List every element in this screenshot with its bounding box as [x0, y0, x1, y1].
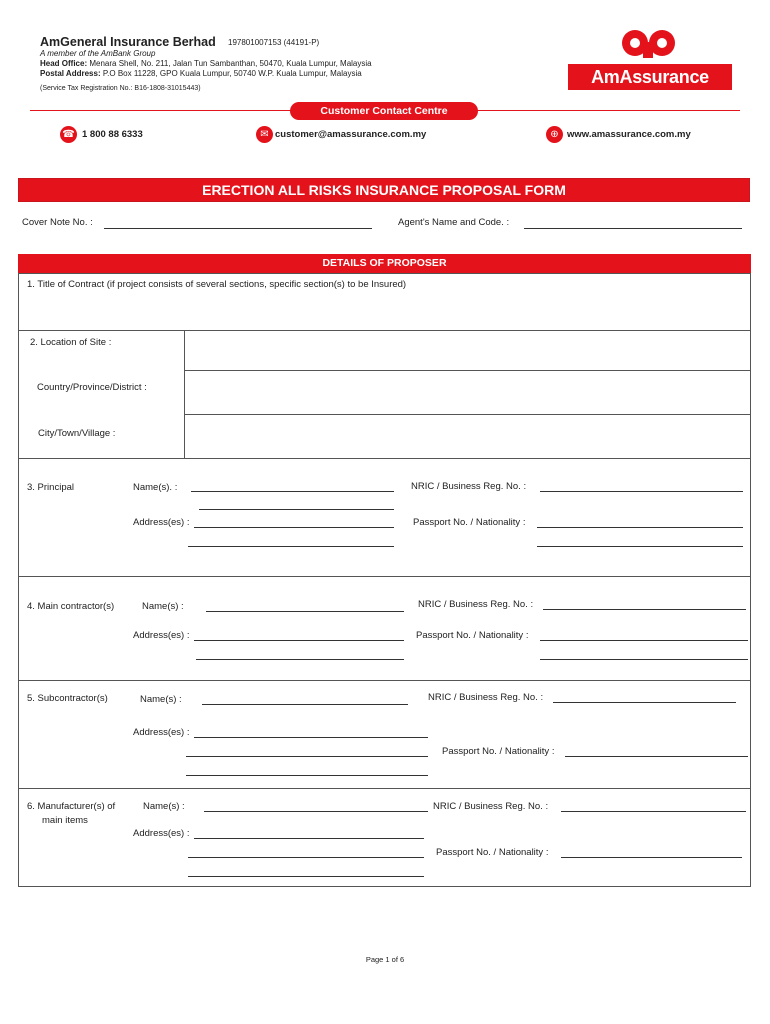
manu-address-field-3[interactable] — [188, 876, 424, 877]
principal-address-label: Address(es) : — [133, 517, 190, 528]
location-divider — [184, 330, 185, 459]
email-icon: ✉ — [256, 126, 273, 143]
subcontractor-box — [18, 680, 751, 789]
q4-label: 4. Main contractor(s) — [27, 601, 115, 612]
sub-address-field[interactable] — [194, 737, 428, 738]
phone-number[interactable]: 1 800 88 6333 — [82, 129, 143, 140]
sub-address-field-2[interactable] — [186, 756, 428, 757]
principal-name-field-2[interactable] — [199, 509, 394, 510]
principal-passport-label: Passport No. / Nationality : — [413, 517, 526, 528]
tax-registration: (Service Tax Registration No.: B16-1808-31015443) — [40, 85, 201, 92]
page-number: Page 1 of 6 — [365, 955, 405, 964]
manu-nric-label: NRIC / Business Reg. No. : — [433, 801, 549, 812]
manu-name-field[interactable] — [204, 811, 428, 812]
manu-name-label: Name(s) : — [143, 801, 185, 812]
contact-banner: Customer Contact Centre — [290, 102, 478, 120]
principal-nric-label: NRIC / Business Reg. No. : — [411, 481, 527, 492]
q5-label: 5. Subcontractor(s) — [27, 693, 108, 704]
contractor-passport-label: Passport No. / Nationality : — [416, 630, 529, 641]
brand-logo: AmAssurance — [568, 64, 732, 90]
sub-address-label: Address(es) : — [133, 727, 190, 738]
globe-icon: ⊕ — [546, 126, 563, 143]
company-reg: 197801007153 (44191-P) — [228, 38, 320, 47]
q6-label-2: main items — [42, 815, 88, 826]
city-label: City/Town/Village : — [38, 428, 116, 439]
manu-address-label: Address(es) : — [133, 828, 190, 839]
company-name: AmGeneral Insurance Berhad — [40, 35, 216, 49]
principal-name-label: Name(s). : — [133, 482, 178, 493]
q6-label: 6. Manufacturer(s) of — [27, 801, 116, 812]
amassurance-logo-icon — [620, 28, 678, 58]
country-label: Country/Province/District : — [37, 382, 147, 393]
head-office: Head Office: Menara Shell, No. 211, Jalan Tun Sambanthan, 50470, Kuala Lumpur, Malaysia — [40, 59, 372, 68]
sub-nric-field[interactable] — [553, 702, 736, 703]
email-link[interactable]: customer@amassurance.com.my — [275, 129, 427, 140]
sub-nric-label: NRIC / Business Reg. No. : — [428, 692, 544, 703]
phone-icon: ☎ — [60, 126, 77, 143]
manu-nric-field[interactable] — [561, 811, 746, 812]
manu-address-field[interactable] — [194, 838, 424, 839]
sub-passport-field[interactable] — [565, 756, 748, 757]
city-field[interactable] — [186, 416, 749, 458]
contractor-address-label: Address(es) : — [133, 630, 190, 641]
principal-name-field[interactable] — [191, 491, 394, 492]
q1-label: 1. Title of Contract (if project consists of several sections, specific section(s) to be Insured) — [27, 279, 407, 290]
contractor-name-label: Name(s) : — [142, 601, 184, 612]
sub-passport-label: Passport No. / Nationality : — [442, 746, 555, 757]
agent-label: Agent's Name and Code. : — [398, 217, 510, 228]
sub-address-field-3[interactable] — [186, 775, 428, 776]
q3-label: 3. Principal — [27, 482, 74, 493]
contractor-address-field-2[interactable] — [196, 659, 404, 660]
contractor-name-field[interactable] — [206, 611, 404, 612]
principal-address-field[interactable] — [194, 527, 394, 528]
postal-address: Postal Address: P.O Box 11228, GPO Kuala Lumpur, 50740 W.P. Kuala Lumpur, Malaysia — [40, 69, 362, 78]
web-link[interactable]: www.amassurance.com.my — [567, 129, 691, 140]
contractor-passport-field[interactable] — [540, 640, 748, 641]
q2-label: 2. Location of Site : — [30, 337, 112, 348]
principal-address-field-2[interactable] — [188, 546, 394, 547]
principal-passport-field-2[interactable] — [537, 546, 743, 547]
contractor-passport-field-2[interactable] — [540, 659, 748, 660]
sub-name-field[interactable] — [202, 704, 408, 705]
manu-passport-label: Passport No. / Nationality : — [436, 847, 549, 858]
contractor-nric-field[interactable] — [543, 609, 746, 610]
cover-note-field[interactable] — [104, 228, 372, 229]
main-contractor-box — [18, 576, 751, 681]
contractor-nric-label: NRIC / Business Reg. No. : — [418, 599, 534, 610]
company-member: A member of the AmBank Group — [40, 49, 156, 58]
principal-passport-field[interactable] — [537, 527, 743, 528]
cover-note-label: Cover Note No. : — [22, 217, 93, 228]
manu-address-field-2[interactable] — [188, 857, 424, 858]
location-rule — [184, 370, 751, 371]
sub-name-label: Name(s) : — [140, 694, 182, 705]
section-header: DETAILS OF PROPOSER — [18, 254, 751, 273]
principal-nric-field[interactable] — [540, 491, 743, 492]
country-field[interactable] — [186, 372, 749, 413]
principal-box — [18, 458, 751, 577]
site-field[interactable] — [186, 332, 749, 369]
manu-passport-field[interactable] — [561, 857, 742, 858]
location-rule — [184, 414, 751, 415]
form-title: ERECTION ALL RISKS INSURANCE PROPOSAL FORM — [18, 178, 750, 202]
agent-field[interactable] — [524, 228, 742, 229]
contractor-address-field[interactable] — [194, 640, 404, 641]
